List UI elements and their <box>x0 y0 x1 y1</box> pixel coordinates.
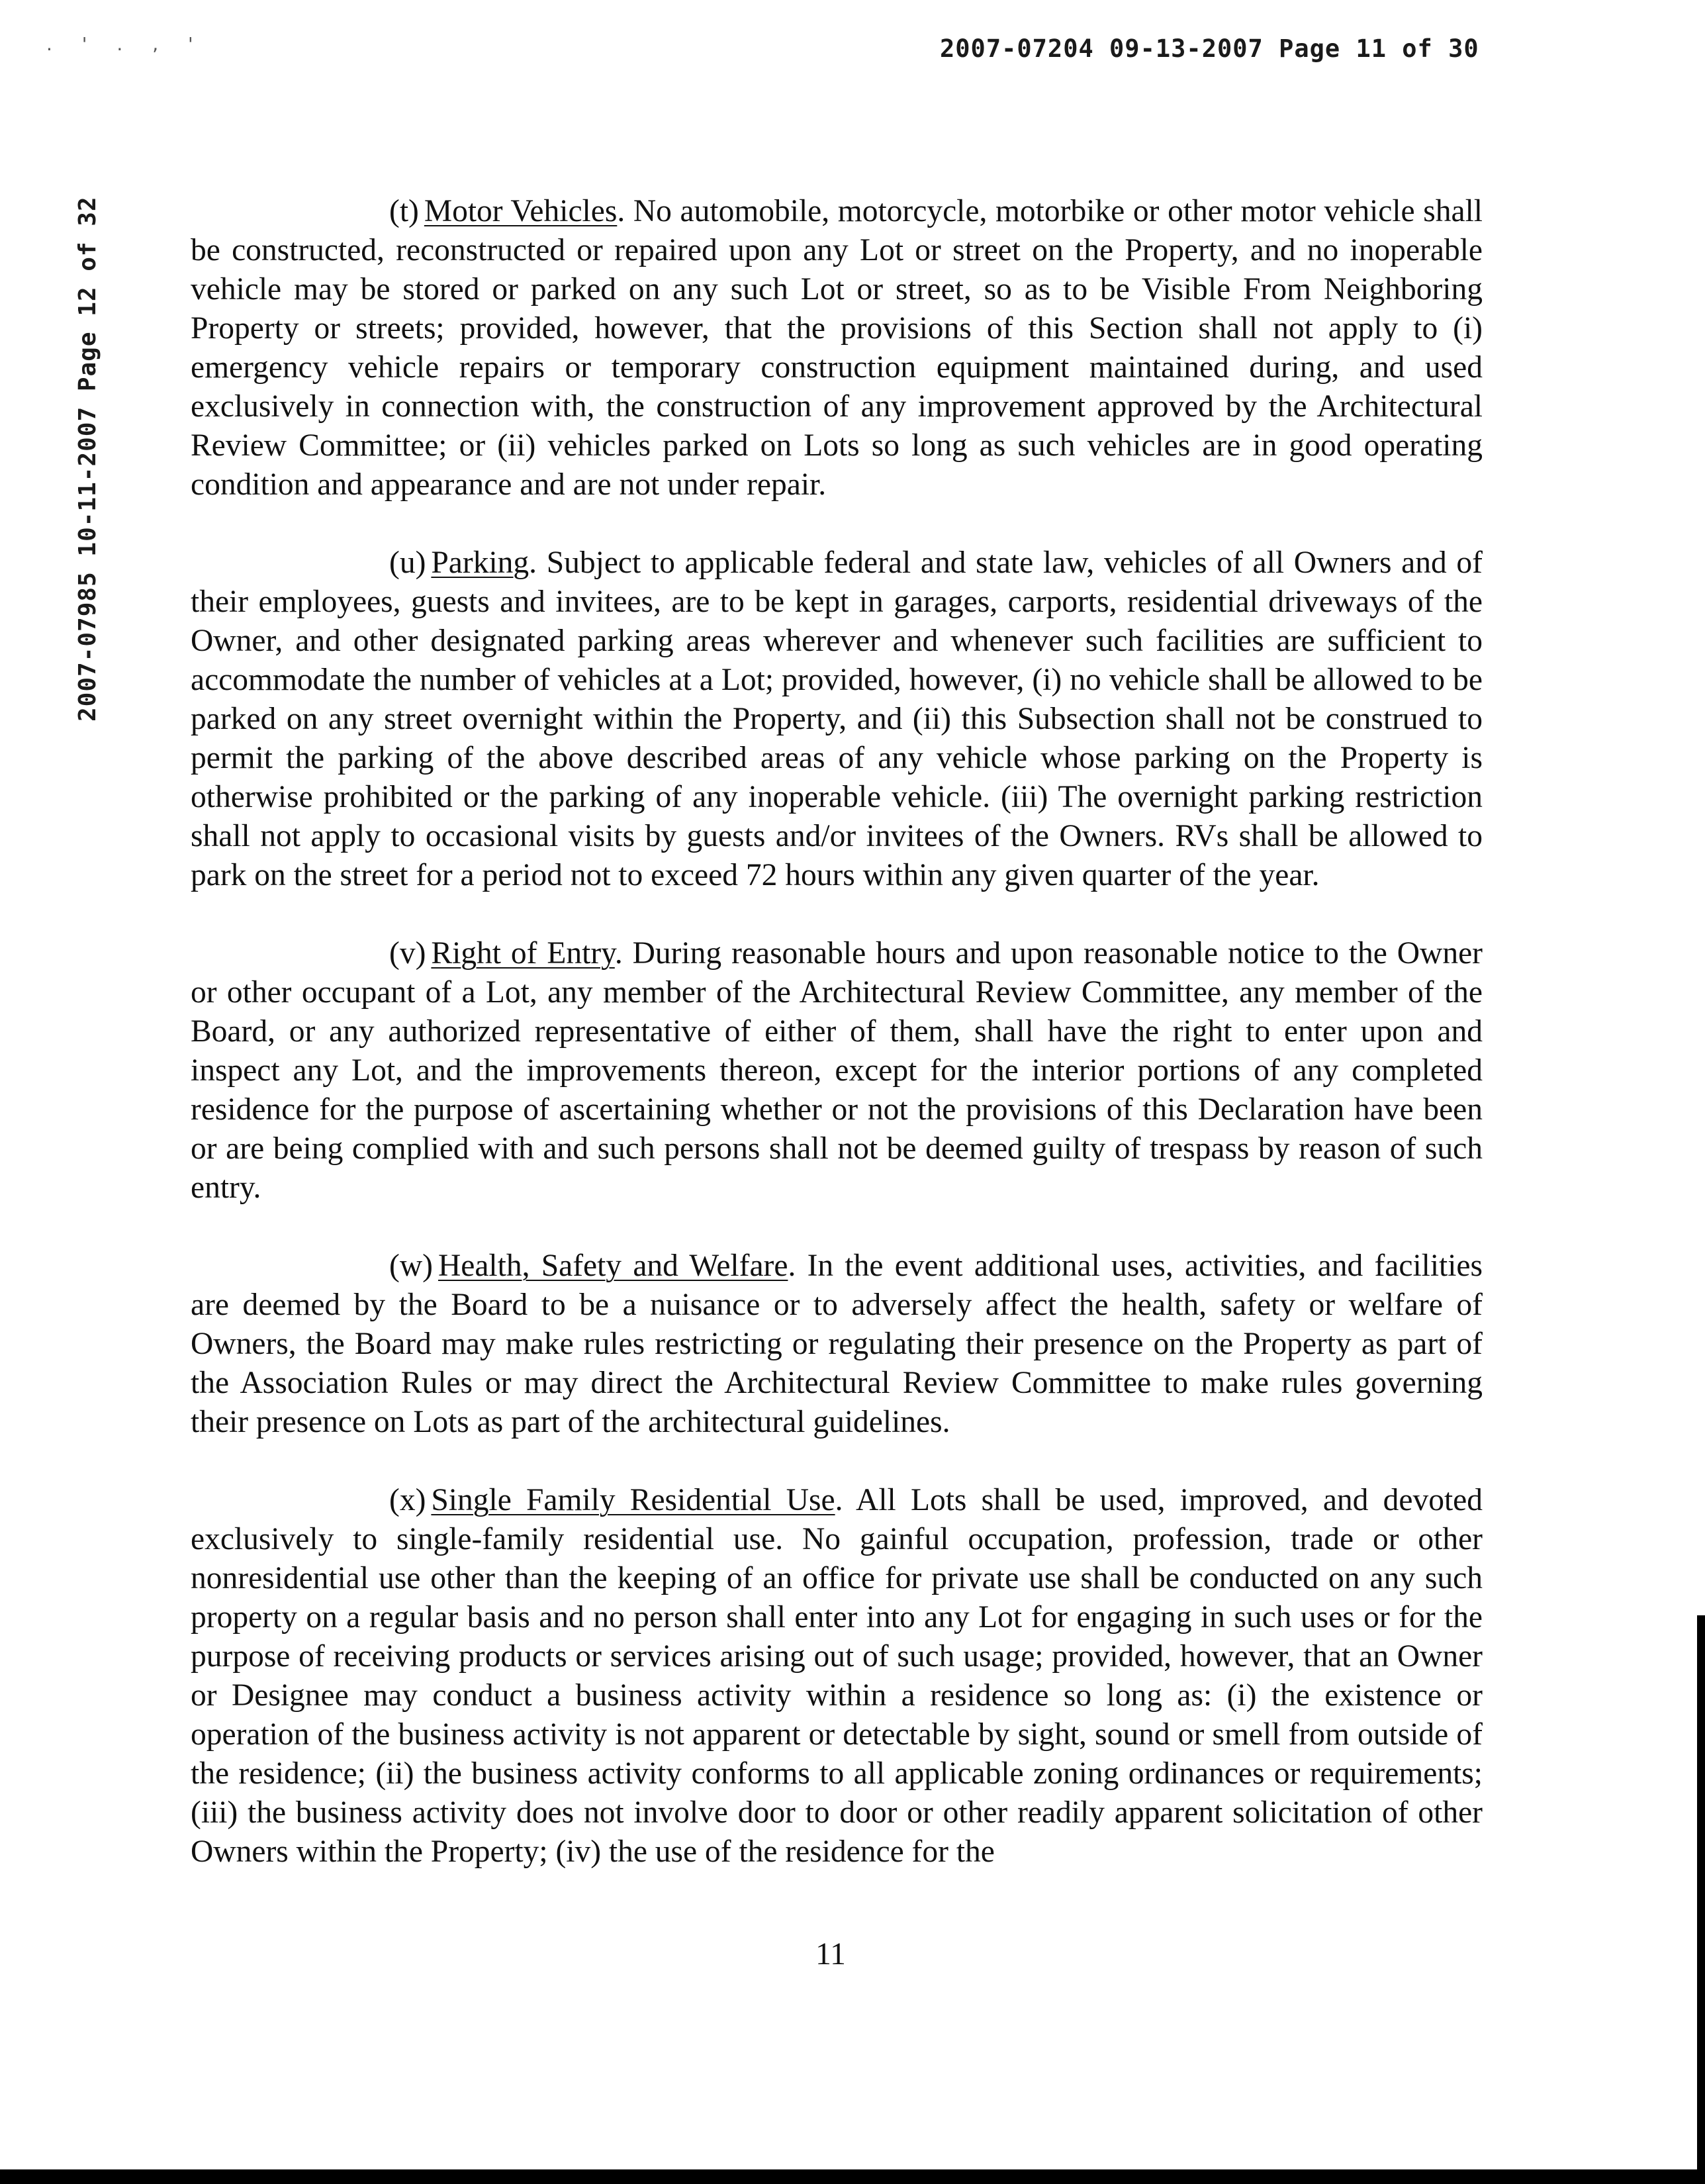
section-text: . All Lots shall be used, improved, and devoted exclusively to single-family residential use. No gainful occupation, profession, trade or other nonresidential use other than the keeping of an office for private use shall be conducted on any such property on a regular basis and no person shall enter into any Lot for engaging in such uses or for the purpose of receiving products or services arising out of such usage; provided, however, that an Owner or Designee may conduct a business activity within a residence so long as: (i) the existence or operation of the business activity is not apparent or detectable by sight, sound or smell from outside of the residence; (ii) the business activity conforms to all applicable zoning ordinances or requirements; (iii) the business activity does not involve door to door or other readily apparent solicitation of other Owners within the Property; (iv) the use of the residence for the <box>191 1483 1483 1869</box>
section-heading: Motor Vehicles <box>424 194 618 228</box>
section-label: (w) <box>389 1249 433 1283</box>
recording-stamp: 2007-07204 09-13-2007 Page 11 of 30 <box>940 34 1479 63</box>
scan-edge-bottom <box>0 2169 1705 2184</box>
section-text: . Subject to applicable federal and state law, vehicles of all Owners and of their employees, guests and invitees, are to be kept in garages, carports, residential driveways of the Owner, and other designated parking areas wherever and whenever such facilities are sufficient to accommodate the number of vehicles at a Lot; provided, however, (i) no vehicle shall be allowed to be parked on any street overnight within the Property, and (ii) this Subsection shall not be construed to permit the parking of the above described areas of any vehicle whose parking on the Property is otherwise prohibited or the parking of any inoperable vehicle. (iii) The overnight parking restriction shall not apply to occasional visits by guests and/or invitees of the Owners. RVs shall be allowed to park on the street for a period not to exceed 72 hours within any given quarter of the year. <box>191 546 1483 892</box>
section-label: (t) <box>389 194 419 228</box>
section-parking <box>191 544 1483 895</box>
section-heading: Parking <box>431 546 530 580</box>
section-label: (v) <box>389 936 426 971</box>
scan-specks: . ' . , ' <box>46 33 205 55</box>
section-label: (x) <box>389 1483 426 1517</box>
section-single-family-use <box>191 1481 1483 1872</box>
page-number: 11 <box>815 1937 846 1971</box>
document-body <box>191 192 1483 1872</box>
section-text: . During reasonable hours and upon reasonable notice to the Owner or other occupant of a Lot, any member of the Architectural Review Committee, any member of the Board, or any authorized representative of either of them, shall have the right to enter upon and inspect any Lot, and the improvements thereon, except for the interior portions of any completed residence for the purpose of ascertaining whether or not the provisions of this Declaration have been or are being complied with and such persons shall not be deemed guilty of trespass by reason of such entry. <box>191 936 1483 1205</box>
section-heading: Single Family Residential Use <box>431 1483 835 1517</box>
section-text: . No automobile, motorcycle, motorbike or other motor vehicle shall be constructed, reconstructed or repaired upon any Lot or street on the Property, and no inoperable vehicle may be stored or parked on any such Lot or street, so as to be Visible From Neighboring Property or streets; provided, however, that the provisions of this Section shall not apply to (i) emergency vehicle repairs or temporary construction equipment maintained during, and used exclusively in connection with, the construction of any improvement approved by the Architectural Review Committee; or (ii) vehicles parked on Lots so long as such vehicles are in good operating condition and appearance and are not under repair. <box>191 194 1483 502</box>
section-text: . In the event additional uses, activities, and facilities are deemed by the Board to be a nuisance or to adversely affect the health, safety or welfare of Owners, the Board may make rules restricting or regulating their presence on the Property as part of the Association Rules or may direct the Architectural Review Committee to make rules governing their presence on Lots as part of the architectural guidelines. <box>191 1249 1483 1439</box>
scan-edge-right <box>1697 1615 1705 2184</box>
section-heading: Health, Safety and Welfare <box>438 1249 788 1283</box>
side-recording-stamp: 2007-07985 10-11-2007 Page 12 of 32 <box>74 196 101 722</box>
section-label: (u) <box>389 546 426 580</box>
section-heading: Right of Entry <box>431 936 615 971</box>
section-right-of-entry <box>191 934 1483 1208</box>
section-motor-vehicles <box>191 192 1483 504</box>
section-health-safety-welfare <box>191 1247 1483 1442</box>
